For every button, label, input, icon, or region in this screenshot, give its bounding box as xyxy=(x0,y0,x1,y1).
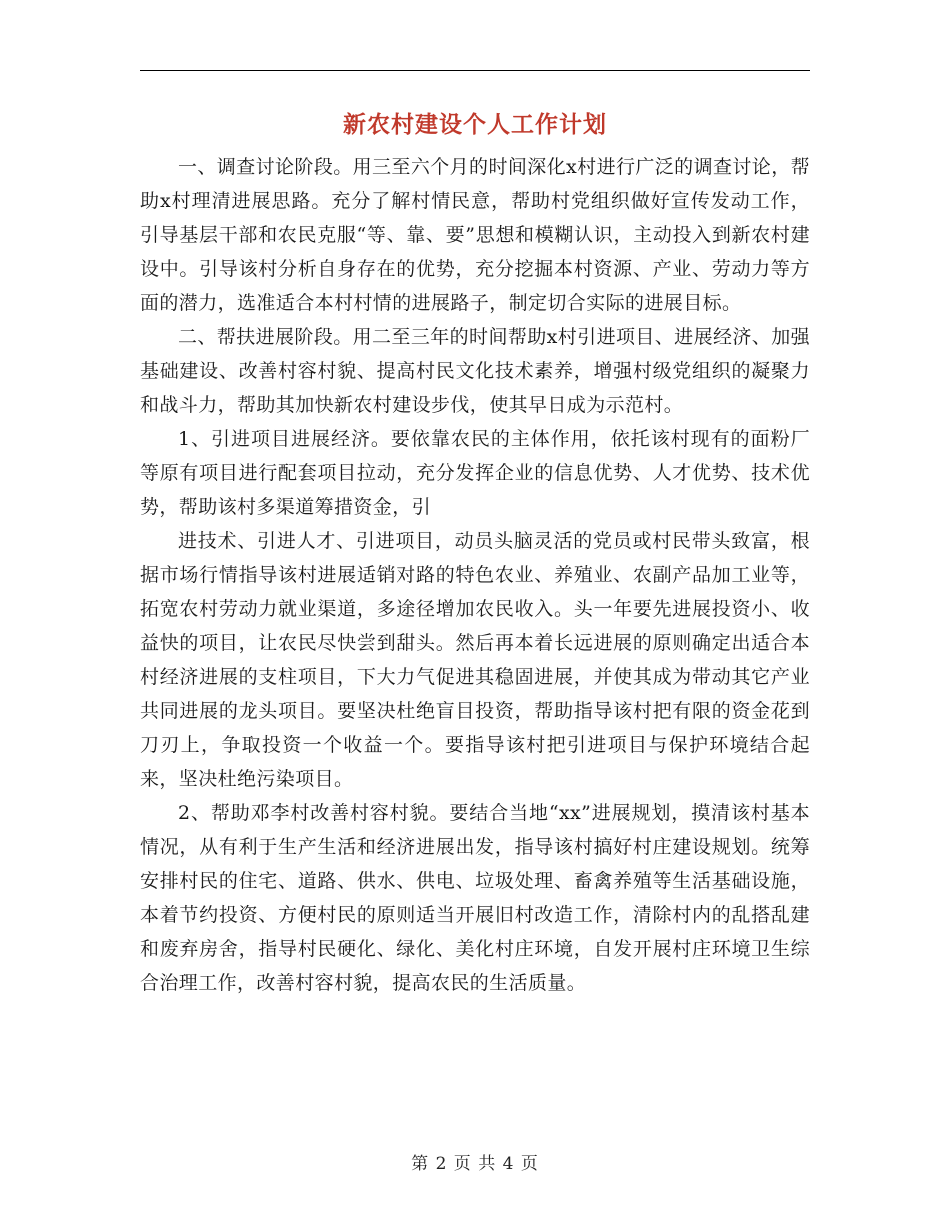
paragraph-project-economy: 1、引进项目进展经济。要依靠农民的主体作用，依托该村现有的面粉厂等原有项目进行配套项目拉动，充分发挥企业的信息优势、人才优势、技术优势，帮助该村多渠道筹措资金，引 xyxy=(140,428,810,518)
page-number-footer: 第 2 页 共 4 页 xyxy=(411,1154,539,1174)
paragraph-project-economy-continued: 进技术、引进人才、引进项目，动员头脑灵活的党员或村民带头致富，根据市场行情指导该村进展适销对路的特色农业、养殖业、农副产品加工业等，拓宽农村劳动力就业渠道，多途径增加农民收入。头一年要先进展投资小、收益快的项目，让农民尽快尝到甜头。然后再本着长远进展的原则确定出适合本村经济进展的支柱项目，下大力气促进其稳固进展，并使其成为带动其它产业共同进展的龙头项目。要坚决杜绝盲目投资，帮助指导该村把有限的资金花到刀刃上，争取投资一个收益一个。要指导该村把引进项目与保护环境结合起来，坚决杜绝污染项目。 xyxy=(140,530,810,790)
header-rule xyxy=(140,70,810,71)
paragraph-survey-stage: 一、调查讨论阶段。用三至六个月的时间深化x村进行广泛的调查讨论，帮助x村理清进展思路。充分了解村情民意，帮助村党组织做好宣传发动工作，引导基层干部和农民克服“等、靠、要”思想和模糊认识，主动投入到新农村建设中。引导该村分析自身存在的优势，充分挖掘本村资源、产业、劳动力等方面的潜力，选准适合本村村情的进展路子，制定切合实际的进展目标。 xyxy=(140,156,810,314)
paragraph-support-stage: 二、帮扶进展阶段。用二至三年的时间帮助x村引进项目、进展经济、加强基础建设、改善村容村貌、提高村民文化技术素养，增强村级党组织的凝聚力和战斗力，帮助其加快新农村建设步伐，使其早日成为示范村。 xyxy=(140,326,810,416)
paragraph-village-appearance: 2、帮助邓李村改善村容村貌。要结合当地“xx”进展规划，摸清该村基本情况，从有利于生产生活和经济进展出发，指导该村搞好村庄建设规划。统筹安排村民的住宅、道路、供水、供电、垃圾处理、畜禽养殖等生活基础设施，本着节约投资、方便村民的原则适当开展旧村改造工作，清除村内的乱搭乱建和废弃房舍，指导村民硬化、绿化、美化村庄环境，自发开展村庄环境卫生综合治理工作，改善村容村貌，提高农民的生活质量。 xyxy=(140,802,810,994)
document-body xyxy=(140,150,810,1000)
document-title: 新农村建设个人工作计划 xyxy=(343,111,607,138)
